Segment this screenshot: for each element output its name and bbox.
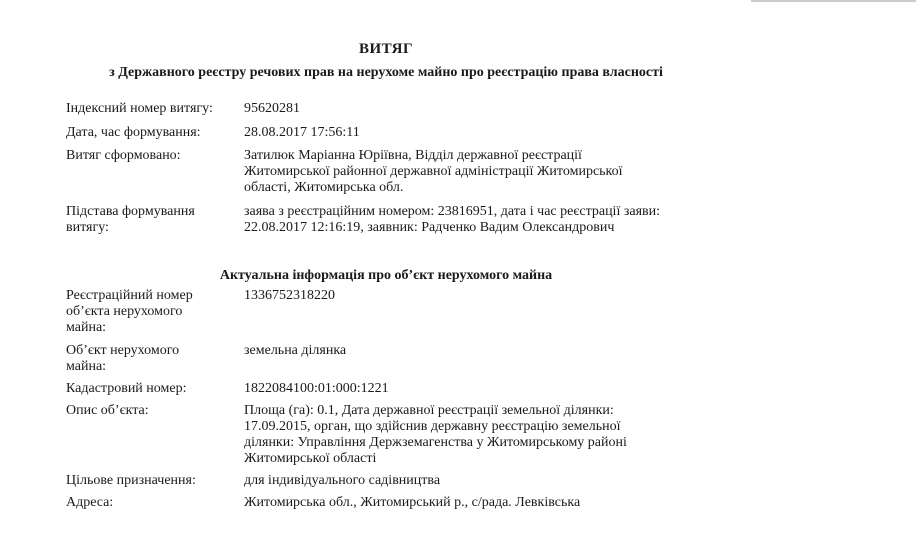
field-label: Кадастровий номер: [66,381,187,396]
object-info-section [66,288,766,511]
field-label: Об’єкт нерухомого майна: [66,343,180,374]
field-value: 95620281 [244,101,300,116]
object-row-description [66,403,766,467]
field-label: Опис об’єкта: [66,403,149,418]
object-section-heading: Актуальна інформація про об’єкт нерухомого майна [219,268,553,283]
field-label: Підстава формування витягу: [66,204,195,235]
object-row-purpose [66,473,766,489]
field-label: Адреса: [66,495,114,510]
field-value: для індивідуального садівництва [244,473,441,488]
field-label: Дата, час формування: [66,125,201,140]
field-value: Затилюк Маріанна Юріївна, Відділ державної реєстрації Житомирської районної державної адміністрації Житомирської області, Житомирська обл. [244,148,623,195]
document-subtitle: з Державного реєстру речових прав на нерухоме майно про реєстрацію права власності [109,65,663,80]
field-label: Витяг сформовано: [66,148,181,163]
object-row-address [66,495,766,511]
field-value: заява з реєстраційним номером: 23816951, дата і час реєстрації заяви: 22.08.2017 12:16:19, заявник: Радченко Вадим Олександрович [244,204,661,235]
field-value: земельна ділянка [244,343,347,358]
extract-info-section [66,101,766,236]
object-row-object-type [66,343,766,375]
object-row-registration-number [66,288,766,336]
field-value: 1336752318220 [244,288,335,303]
document-title: ВИТЯГ [359,41,413,57]
field-value: Житомирська обл., Житомирський р., с/рада. Левківська [244,495,581,510]
field-label: Індексний номер витягу: [66,101,213,116]
field-label: Реєстраційний номер об’єкта нерухомого майна: [66,288,193,335]
extract-row-index-number [66,101,766,117]
field-value: 1822084100:01:000:1221 [244,381,389,396]
field-label: Цільове призначення: [66,473,196,488]
extract-row-basis [66,204,766,236]
top-edge-rule [751,0,916,2]
field-value: Площа (га): 0.1, Дата державної реєстрації земельної ділянки: 17.09.2015, орган, що здійснив державну реєстрацію земельної ділянки: Управління Держземагенства у Житомирському районі Житомирської області [244,403,627,466]
extract-row-formed-by [66,148,766,196]
object-row-cadastral-number [66,381,766,397]
field-value: 28.08.2017 17:56:11 [244,125,360,140]
extract-row-datetime [66,125,766,141]
